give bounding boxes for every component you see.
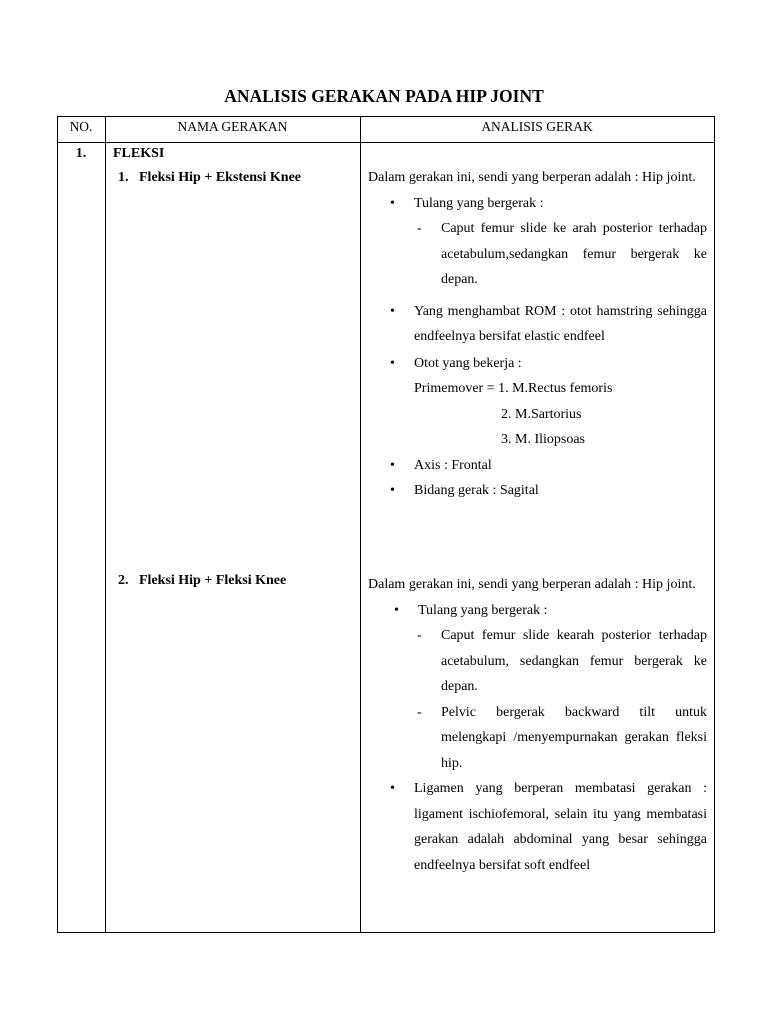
movement-group: FLEKSI xyxy=(113,146,165,161)
table-bottom-border xyxy=(57,932,715,933)
analysis-1-intro: Dalam gerakan ini, sendi yang berperan adalah : Hip joint. xyxy=(368,170,696,185)
analysis-1-primemover: Primemover = 1. M.Rectus femoris xyxy=(414,381,613,396)
header-analisis-gerak: ANALISIS GERAK xyxy=(481,119,593,134)
analysis-1-bullet-bones xyxy=(368,191,707,217)
table-right-border xyxy=(714,116,715,933)
analysis-2 xyxy=(368,572,707,878)
table-left-border xyxy=(57,116,58,933)
header-nama-gerakan: NAMA GERAKAN xyxy=(177,119,288,134)
page-title: ANALISIS GERAKAN PADA HIP JOINT xyxy=(224,86,544,106)
analysis-1-primemover-3: 3. M. Iliopsoas xyxy=(501,432,585,447)
bullet-text: Yang menghambat ROM : otot hamstring sehingga endfeelnya bersifat elastic endfeel xyxy=(414,303,707,344)
table-col-divider-1 xyxy=(105,116,106,933)
bullet-icon: • xyxy=(390,303,395,319)
table-col-divider-2 xyxy=(360,116,361,933)
analysis-2-dash-caput xyxy=(368,623,707,700)
analysis-1 xyxy=(368,165,707,504)
analysis-1-dash-caput xyxy=(368,216,707,293)
movement-2-number: 2. xyxy=(118,573,129,588)
bullet-icon: • xyxy=(390,781,395,796)
bullet-icon: • xyxy=(390,355,395,371)
analysis-1-bullet-rom xyxy=(368,299,707,350)
bullet-text: Tulang yang bergerak : xyxy=(418,602,548,618)
movement-2-name: Fleksi Hip + Fleksi Knee xyxy=(139,573,287,588)
analysis-1-bullet-plane xyxy=(368,478,707,504)
analysis-2-intro: Dalam gerakan ini, sendi yang berperan adalah : Hip joint. xyxy=(368,577,696,592)
row-number: 1. xyxy=(75,146,87,161)
analysis-2-bullet-bones xyxy=(368,598,707,624)
bullet-icon: • xyxy=(390,457,395,473)
dash-icon: - xyxy=(417,628,422,643)
dash-text: Pelvic bergerak backward tilt untuk melengkapi /menyempurnakan gerakan fleksi hip. xyxy=(441,704,707,771)
movement-1-name: Fleksi Hip + Ekstensi Knee xyxy=(139,170,301,185)
dash-icon: - xyxy=(417,221,422,236)
bullet-text: Tulang yang bergerak : xyxy=(414,195,544,211)
analysis-2-bullet-ligament xyxy=(368,776,707,878)
movement-2 xyxy=(118,569,286,593)
analysis-1-bullet-muscles xyxy=(368,351,707,377)
dash-text: Caput femur slide kearah posterior terhadap acetabulum, sedangkan femur bergerak ke depan. xyxy=(441,628,707,694)
dash-icon: - xyxy=(417,704,422,720)
bullet-text: Ligamen yang berperan membatasi gerakan : ligament ischiofemoral, selain itu yang membatasi gerakan adalah abdominal yang besar sehingga endfeelnya bersifat soft endfeel xyxy=(414,781,707,873)
movement-1 xyxy=(118,166,301,190)
bullet-text: Bidang gerak : Sagital xyxy=(414,483,539,498)
bullet-text: Axis : Frontal xyxy=(414,457,492,473)
dash-text: Caput femur slide ke arah posterior terhadap acetabulum,sedangkan femur bergerak ke depan. xyxy=(441,221,707,287)
analysis-1-primemover-2: 2. M.Sartorius xyxy=(501,406,582,422)
analysis-2-dash-pelvic xyxy=(368,700,707,777)
bullet-icon: • xyxy=(394,602,399,618)
header-no: NO. xyxy=(69,119,93,134)
movement-1-number: 1. xyxy=(118,170,129,185)
bullet-icon: • xyxy=(390,195,395,211)
bullet-text: Otot yang bekerja : xyxy=(414,355,522,371)
analysis-1-bullet-axis xyxy=(368,453,707,479)
bullet-icon: • xyxy=(390,483,395,498)
